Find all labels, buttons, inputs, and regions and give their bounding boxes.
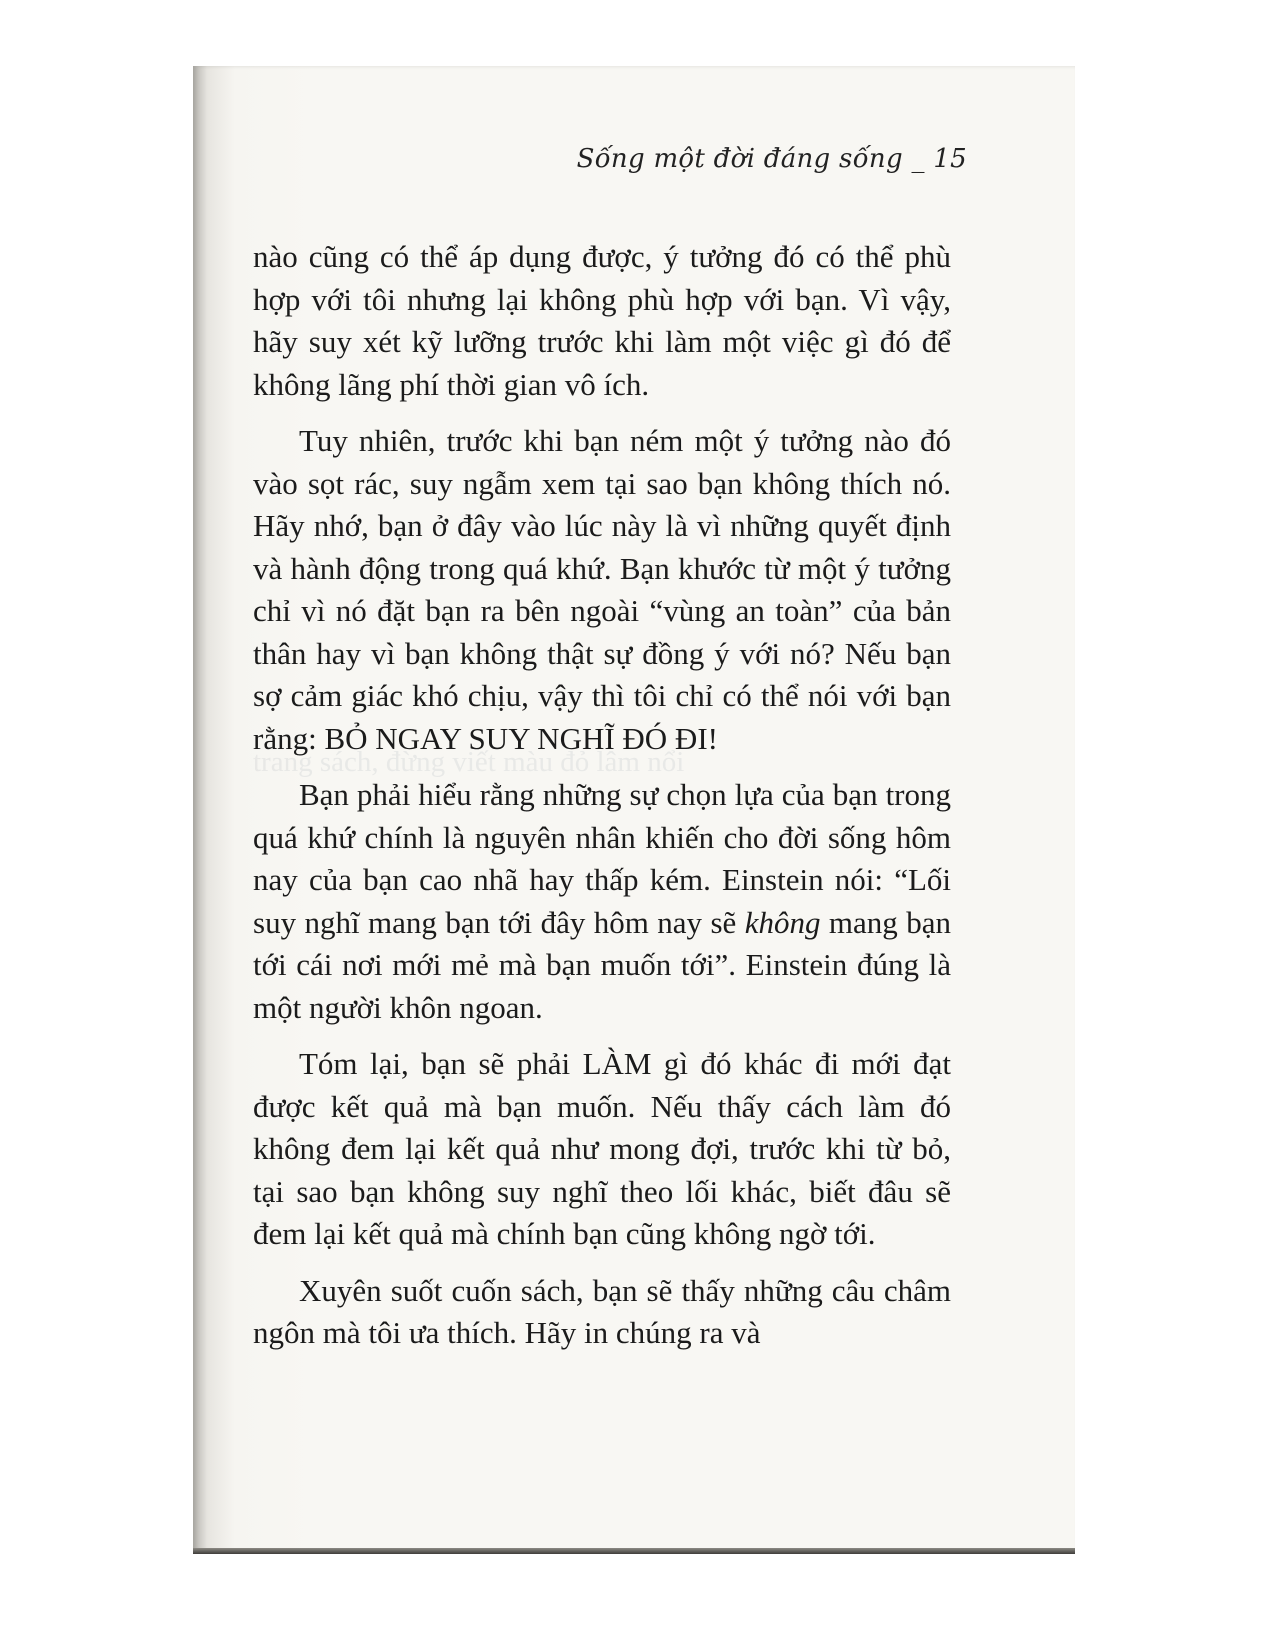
body-text xyxy=(253,236,951,1369)
paragraph-text: mang bạn tới cái nơi mới mẻ mà bạn muốn tới”. Einstein đúng là một người khôn ngoan. xyxy=(253,904,951,1025)
emphasis-text: không xyxy=(744,904,821,940)
show-through-line: trang sách, đừng viết màu đỏ lâm nổi xyxy=(253,746,685,778)
paragraph xyxy=(253,774,951,1029)
spine-shadow xyxy=(193,66,207,1554)
paragraph: Tóm lại, bạn sẽ phải LÀM gì đó khác đi mới đạt được kết quả mà bạn muốn. Nếu thấy cách làm đó không đem lại kết quả như mong đợi, trước khi từ bỏ, tại sao bạn không suy nghĩ theo lối khác, biết đâu sẽ đem lại kết quả mà chính bạn cũng không ngờ tới. xyxy=(253,1046,951,1251)
paragraph: Tuy nhiên, trước khi bạn ném một ý tưởng nào đó vào sọt rác, suy ngẫm xem tại sao bạn không thích nó. Hãy nhớ, bạn ở đây vào lúc này là vì những quyết định và hành động trong quá khứ. Bạn khước từ một ý tưởng chỉ vì nó đặt bạn ra bên ngoài “vùng an toàn” của bản thân hay vì bạn không thật sự đồng ý với nó? Nếu bạn sợ cảm giác khó chịu, vậy thì tôi chỉ có thể nói với bạn rằng: BỎ NGAY SUY NGHĨ ĐÓ ĐI! xyxy=(253,423,951,756)
paragraph: Xuyên suốt cuốn sách, bạn sẽ thấy những câu châm ngôn mà tôi ưa thích. Hãy in chúng ra và xyxy=(253,1272,951,1350)
book-page xyxy=(193,66,1075,1554)
paragraph-text: Bạn phải hiểu rằng những sự chọn lựa của bạn trong quá khứ chính là nguyên nhân khiến cho đời sống hôm nay của bạn cao nhã hay thấp kém. Einstein nói: “Lối suy nghĩ mang bạn tới đây hôm nay sẽ xyxy=(253,777,951,940)
running-head: Sống một đời đáng sống _ 15 xyxy=(576,144,967,174)
page-bottom-edge xyxy=(193,1548,1075,1554)
paragraph: nào cũng có thể áp dụng được, ý tưởng đó có thể phù hợp với tôi nhưng lại không phù hợp với bạn. Vì vậy, hãy suy xét kỹ lưỡng trước khi làm một việc gì đó để không lãng phí thời gian vô ích. xyxy=(253,239,951,402)
